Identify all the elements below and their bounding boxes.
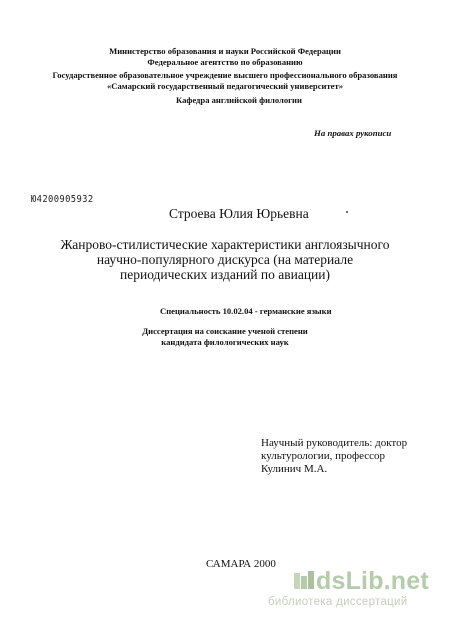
department-line: Кафедра английской филологии xyxy=(176,95,302,105)
ministry-header xyxy=(0,46,450,68)
supervisor-line: Научный руководитель: доктор xyxy=(261,437,408,449)
supervisor-line: культурологии, профессор xyxy=(261,450,386,462)
ink-speck xyxy=(346,211,348,213)
title-line: научно-популярного дискурса (на материале xyxy=(96,252,354,267)
library-code: Ю4200905932 xyxy=(31,194,94,205)
institution-line: Государственное образовательное учреждение высшего профессионального образования xyxy=(52,70,398,80)
agency-line: Федеральное агентство по образованию xyxy=(147,57,303,67)
degree-statement xyxy=(0,326,450,348)
dslib-logo-icon xyxy=(293,571,315,591)
specialty-line: Специальность 10.02.04 - германские языки xyxy=(160,306,332,316)
institution-header xyxy=(0,70,450,92)
watermark-tagline: библиотека диссертаций xyxy=(268,596,408,608)
degree-line: кандидата филологических наук xyxy=(161,337,289,347)
author-name: Строева Юлия Юрьевна xyxy=(169,206,309,221)
ministry-line: Министерство образования и науки Российской Федерации xyxy=(109,46,341,56)
title-line: периодических изданий по авиации) xyxy=(120,267,330,282)
watermark-logo: dsLib.net xyxy=(316,567,429,595)
supervisor-block xyxy=(261,437,407,476)
university-line: «Самарский государственный педагогический университет» xyxy=(106,81,344,91)
degree-line: Диссертация на соискание ученой степени xyxy=(142,326,308,336)
supervisor-line: Кулинич М.А. xyxy=(261,463,328,475)
dslib-watermark xyxy=(268,563,450,613)
title-line: Жанрово-стилистические характеристики англоязычного xyxy=(60,237,390,252)
city-year: САМАРА 2000 xyxy=(206,558,276,570)
dissertation-title xyxy=(0,237,450,282)
manuscript-note: На правах рукописи xyxy=(314,128,392,138)
